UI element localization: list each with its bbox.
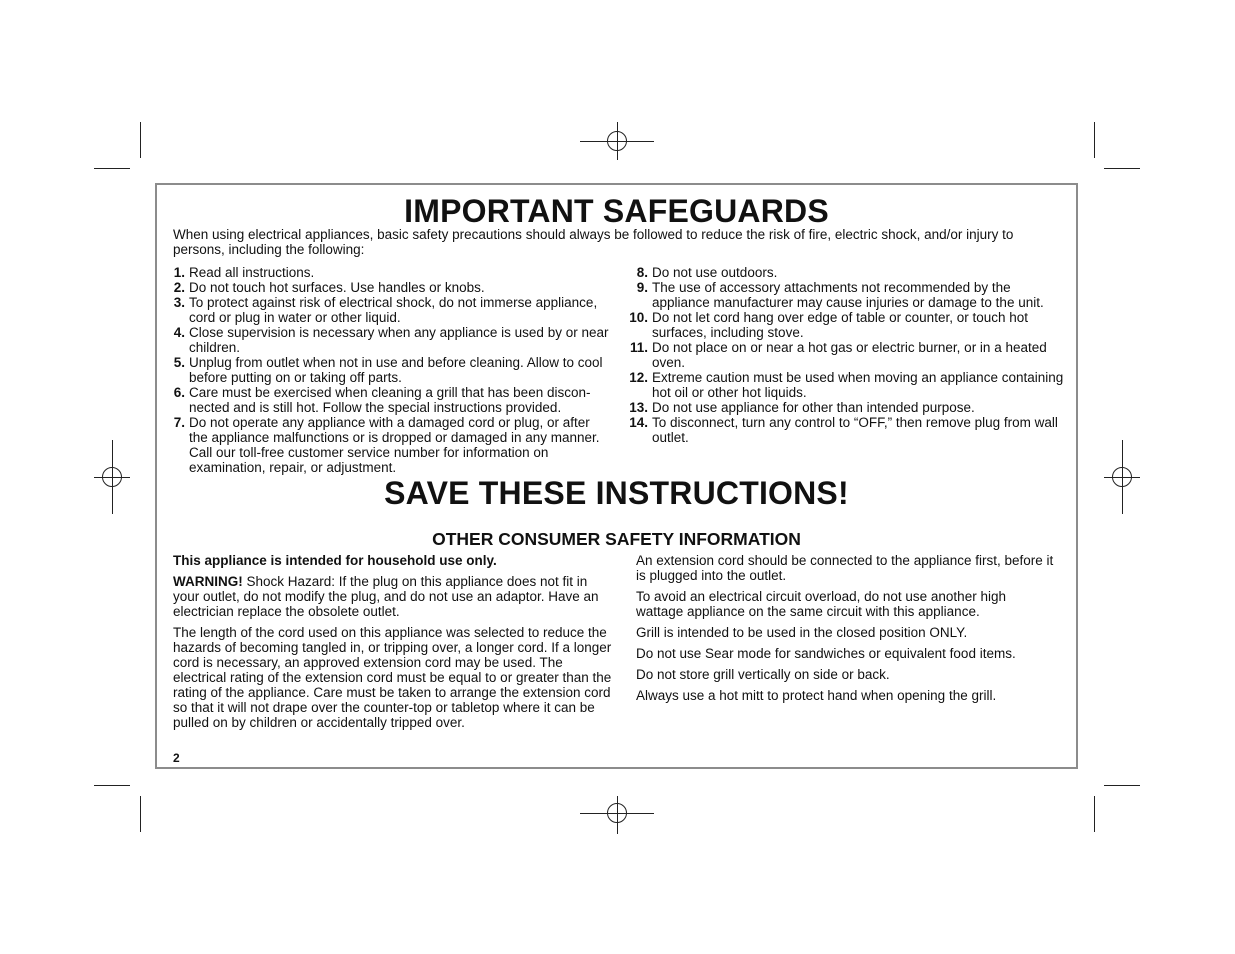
other-info-right-column xyxy=(636,553,1056,709)
safeguard-item xyxy=(173,265,611,280)
safeguard-text: Do not let cord hang over edge of table or counter, or touch hot surfaces, including stove. xyxy=(652,310,1028,340)
safeguard-number: 10. xyxy=(629,310,648,325)
safety-paragraph: Do not use Sear mode for sandwiches or equivalent food items. xyxy=(636,646,1016,661)
safeguard-item xyxy=(173,385,611,415)
registration-circle-icon xyxy=(1112,467,1132,487)
safeguard-text: Do not touch hot surfaces. Use handles or knobs. xyxy=(189,280,485,295)
safeguards-list-right xyxy=(629,265,1067,445)
cord-paragraph: The length of the cord used on this appliance was selected to reduce the hazards of becoming tangled in, or tripping over, a longer cord. If a longer cord is necessary, an approved extension cord may be used. The electrical rating of the extension cord must be equal to or greater than the rating of the appliance. Care must be taken to arrange the extension cord so that it will not drape over the counter-top or tabletop where it can be pulled on by children or accidentally tripped over. xyxy=(173,625,612,730)
safeguard-item xyxy=(629,340,1067,370)
crop-mark xyxy=(140,122,141,158)
safeguard-number: 3. xyxy=(173,295,185,310)
crop-mark xyxy=(1094,122,1095,158)
page-title: IMPORTANT SAFEGUARDS xyxy=(404,193,829,229)
crop-mark xyxy=(94,785,130,786)
safeguard-item xyxy=(629,400,1067,415)
safeguard-number: 6. xyxy=(173,385,185,400)
safeguards-page xyxy=(155,183,1078,769)
safety-paragraph: Grill is intended to be used in the closed position ONLY. xyxy=(636,625,968,640)
safeguard-text: Extreme caution must be used when moving an appliance containing hot oil or other hot liquids. xyxy=(652,370,1064,400)
other-safety-heading: OTHER CONSUMER SAFETY INFORMATION xyxy=(432,529,801,549)
warning-label: WARNING! xyxy=(173,574,243,589)
safeguard-item xyxy=(173,415,611,475)
save-instructions-heading: SAVE THESE INSTRUCTIONS! xyxy=(384,475,849,511)
household-note: This appliance is intended for household use only. xyxy=(173,553,497,568)
safeguard-text: Read all instructions. xyxy=(189,265,315,280)
safeguard-number: 7. xyxy=(173,415,185,430)
other-info-left-column xyxy=(173,553,613,736)
registration-circle-icon xyxy=(102,467,122,487)
safeguard-text: Do not place on or near a hot gas or electric burner, or in a heated oven. xyxy=(652,340,1047,370)
safety-paragraph: Do not store grill vertically on side or back. xyxy=(636,667,890,682)
safeguard-text: The use of accessory attachments not recommended by the appliance manufacturer may cause injuries or damage to the unit. xyxy=(652,280,1044,310)
safeguard-number: 12. xyxy=(629,370,648,385)
safeguard-number: 8. xyxy=(636,265,648,280)
registration-circle-icon xyxy=(607,131,627,151)
safety-paragraph: To avoid an electrical circuit overload, do not use another high wattage appliance on the same circuit with this appliance. xyxy=(636,589,1006,619)
crop-mark xyxy=(1104,168,1140,169)
crop-mark xyxy=(1104,785,1140,786)
safeguard-item xyxy=(173,280,611,295)
safeguard-text: Do not use appliance for other than intended purpose. xyxy=(652,400,975,415)
safeguard-item xyxy=(629,280,1067,310)
safeguard-number: 9. xyxy=(636,280,648,295)
safeguard-number: 2. xyxy=(173,280,185,295)
safeguard-text: Unplug from outlet when not in use and before cleaning. Allow to cool before putting on or taking off parts. xyxy=(189,355,603,385)
safeguard-item xyxy=(629,415,1067,445)
safeguard-number: 11. xyxy=(629,340,648,355)
intro-text: When using electrical appliances, basic safety precautions should always be followed to reduce the risk of fire, electric shock, and/or injury to persons, including the following: xyxy=(173,227,1014,257)
safeguard-item xyxy=(629,310,1067,340)
safeguard-number: 5. xyxy=(173,355,185,370)
warning-paragraph xyxy=(173,574,613,619)
crop-mark xyxy=(94,168,130,169)
safeguard-text: Care must be exercised when cleaning a grill that has been discon-nected and is still hot. Follow the special instructions provided. xyxy=(189,385,591,415)
safeguard-text: Do not operate any appliance with a damaged cord or plug, or after the appliance malfunctions or is dropped or damaged in any manner. Call our toll-free customer service number for information on examination, repair, or adjustment. xyxy=(189,415,600,475)
safeguard-item xyxy=(629,265,1067,280)
safety-paragraph: An extension cord should be connected to the appliance first, before it is plugged into the outlet. xyxy=(636,553,1054,583)
page-number: 2 xyxy=(173,751,180,765)
safeguard-text: To disconnect, turn any control to “OFF,” then remove plug from wall outlet. xyxy=(652,415,1058,445)
safeguard-item xyxy=(173,295,611,325)
safeguard-item xyxy=(173,355,611,385)
safeguards-list-left xyxy=(173,265,611,475)
safeguard-text: Close supervision is necessary when any appliance is used by or near children. xyxy=(189,325,609,355)
safeguard-item xyxy=(629,370,1067,400)
safety-paragraph: Always use a hot mitt to protect hand when opening the grill. xyxy=(636,688,997,703)
crop-mark xyxy=(1094,796,1095,832)
safeguard-item xyxy=(173,325,611,355)
crop-mark xyxy=(140,796,141,832)
safeguard-number: 4. xyxy=(173,325,185,340)
registration-circle-icon xyxy=(607,803,627,823)
warning-text: Shock Hazard: If the plug on this appliance does not fit in your outlet, do not modify the plug, and do not use an adaptor. Have an electrician replace the obsolete outlet. xyxy=(173,574,599,619)
safeguard-number: 1. xyxy=(173,265,185,280)
safeguard-text: Do not use outdoors. xyxy=(652,265,778,280)
safeguard-text: To protect against risk of electrical shock, do not immerse appliance, cord or plug in water or other liquid. xyxy=(189,295,598,325)
safeguard-number: 13. xyxy=(629,400,648,415)
safeguard-number: 14. xyxy=(629,415,648,430)
